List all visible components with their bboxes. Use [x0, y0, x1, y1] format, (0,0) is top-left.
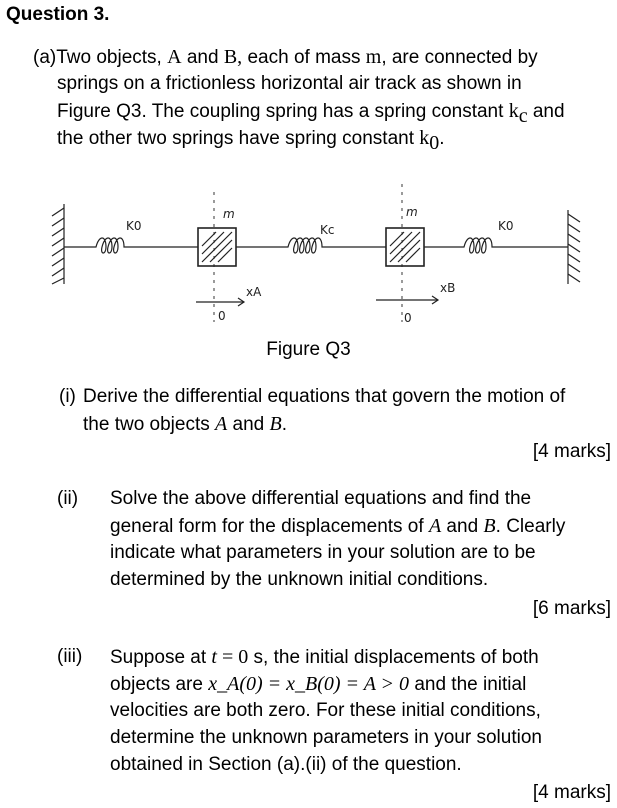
part-a-line-4 — [57, 126, 445, 155]
mass-b — [386, 184, 424, 322]
figure-q3 — [38, 172, 598, 332]
label-zero-b: 0 — [404, 311, 412, 325]
text: objects are — [110, 674, 209, 695]
part-i-line-2 — [83, 412, 287, 437]
part-ii-line-1: Solve the above differential equations and find the — [110, 488, 532, 509]
math-B: B — [483, 515, 496, 537]
text: and — [181, 47, 224, 68]
part-iii-marks: [4 marks] — [532, 782, 611, 803]
math-B: B — [269, 413, 282, 435]
label-zero-a: 0 — [218, 309, 226, 323]
math-A: A — [167, 46, 182, 68]
part-a-line-2: springs on a frictionless horizontal air track as shown in — [57, 73, 522, 94]
left-wall — [52, 204, 64, 284]
math-sub-0: 0 — [429, 131, 440, 154]
question-title: Question 3. — [6, 4, 110, 25]
text: and the initial — [409, 674, 527, 695]
math-t: t — [211, 646, 217, 668]
label-mass-b: m — [406, 205, 418, 219]
math-A: A — [428, 515, 442, 537]
text: and — [227, 414, 270, 435]
label-xb: xB — [440, 281, 456, 295]
text: , are connected by — [381, 47, 538, 68]
math-B: B, — [223, 46, 243, 68]
math-A: A — [215, 413, 228, 435]
math-k: k — [419, 127, 430, 149]
part-a-line-3 — [57, 99, 565, 128]
spring-k0-left — [64, 238, 198, 253]
math-initial-condition: x_A(0) = x_B(0) = A > 0 — [208, 673, 410, 695]
math-k: k — [508, 100, 519, 122]
part-i-marks: [4 marks] — [532, 441, 611, 462]
part-iii-line-2 — [110, 672, 526, 697]
part-i-line-1: Derive the differential equations that govern the motion of — [83, 386, 566, 407]
part-a-line-1 — [33, 45, 538, 70]
text: . — [439, 128, 445, 149]
text: Suppose at — [110, 647, 212, 668]
text: general form for the displacements of — [110, 516, 429, 537]
text: . — [281, 414, 288, 435]
part-iii-line-1 — [110, 645, 539, 670]
text: Two objects, — [56, 47, 168, 68]
math-m: m — [365, 46, 382, 68]
part-ii-line-3: indicate what parameters in your solution are to be — [110, 542, 536, 563]
right-wall — [568, 210, 580, 284]
label-kc: Kc — [320, 223, 335, 237]
label-k0-left: K0 — [126, 219, 142, 233]
part-ii-line-2 — [110, 514, 565, 539]
text: the two objects — [83, 414, 216, 435]
label-mass-a: m — [223, 207, 235, 221]
part-ii-marks: [6 marks] — [532, 598, 611, 619]
text: the other two springs have spring constant — [57, 128, 420, 149]
text: each of mass — [242, 47, 366, 68]
part-iii-line-5: obtained in Section (a).(ii) of the question. — [110, 754, 462, 775]
spring-k0-right — [424, 238, 568, 253]
axis-xa — [196, 298, 244, 306]
figure-caption: Figure Q3 — [266, 339, 351, 360]
text: Figure Q3. The coupling spring has a spring constant — [57, 101, 509, 122]
text: . Clearly — [495, 516, 566, 537]
part-iii-line-4: determine the unknown parameters in your solution — [110, 727, 542, 748]
label-k0-right: K0 — [498, 219, 514, 233]
text: and — [441, 516, 484, 537]
label-xa: xA — [246, 285, 262, 299]
math-sub-c: c — [518, 104, 528, 127]
part-ii-line-4: determined by the unknown initial conditions. — [110, 569, 489, 590]
part-a-label: (a) — [33, 47, 57, 68]
part-i-label: (i) — [59, 386, 76, 407]
text: and — [527, 101, 565, 122]
part-ii-label: (ii) — [57, 488, 79, 509]
math-eq: = 0 — [216, 646, 249, 668]
part-iii-line-3: velocities are both zero. For these initial conditions, — [110, 700, 541, 721]
text: s, the initial displacements of both — [248, 647, 539, 668]
part-iii-label: (iii) — [57, 646, 83, 667]
axis-xb — [376, 296, 438, 304]
spring-kc — [236, 238, 386, 253]
